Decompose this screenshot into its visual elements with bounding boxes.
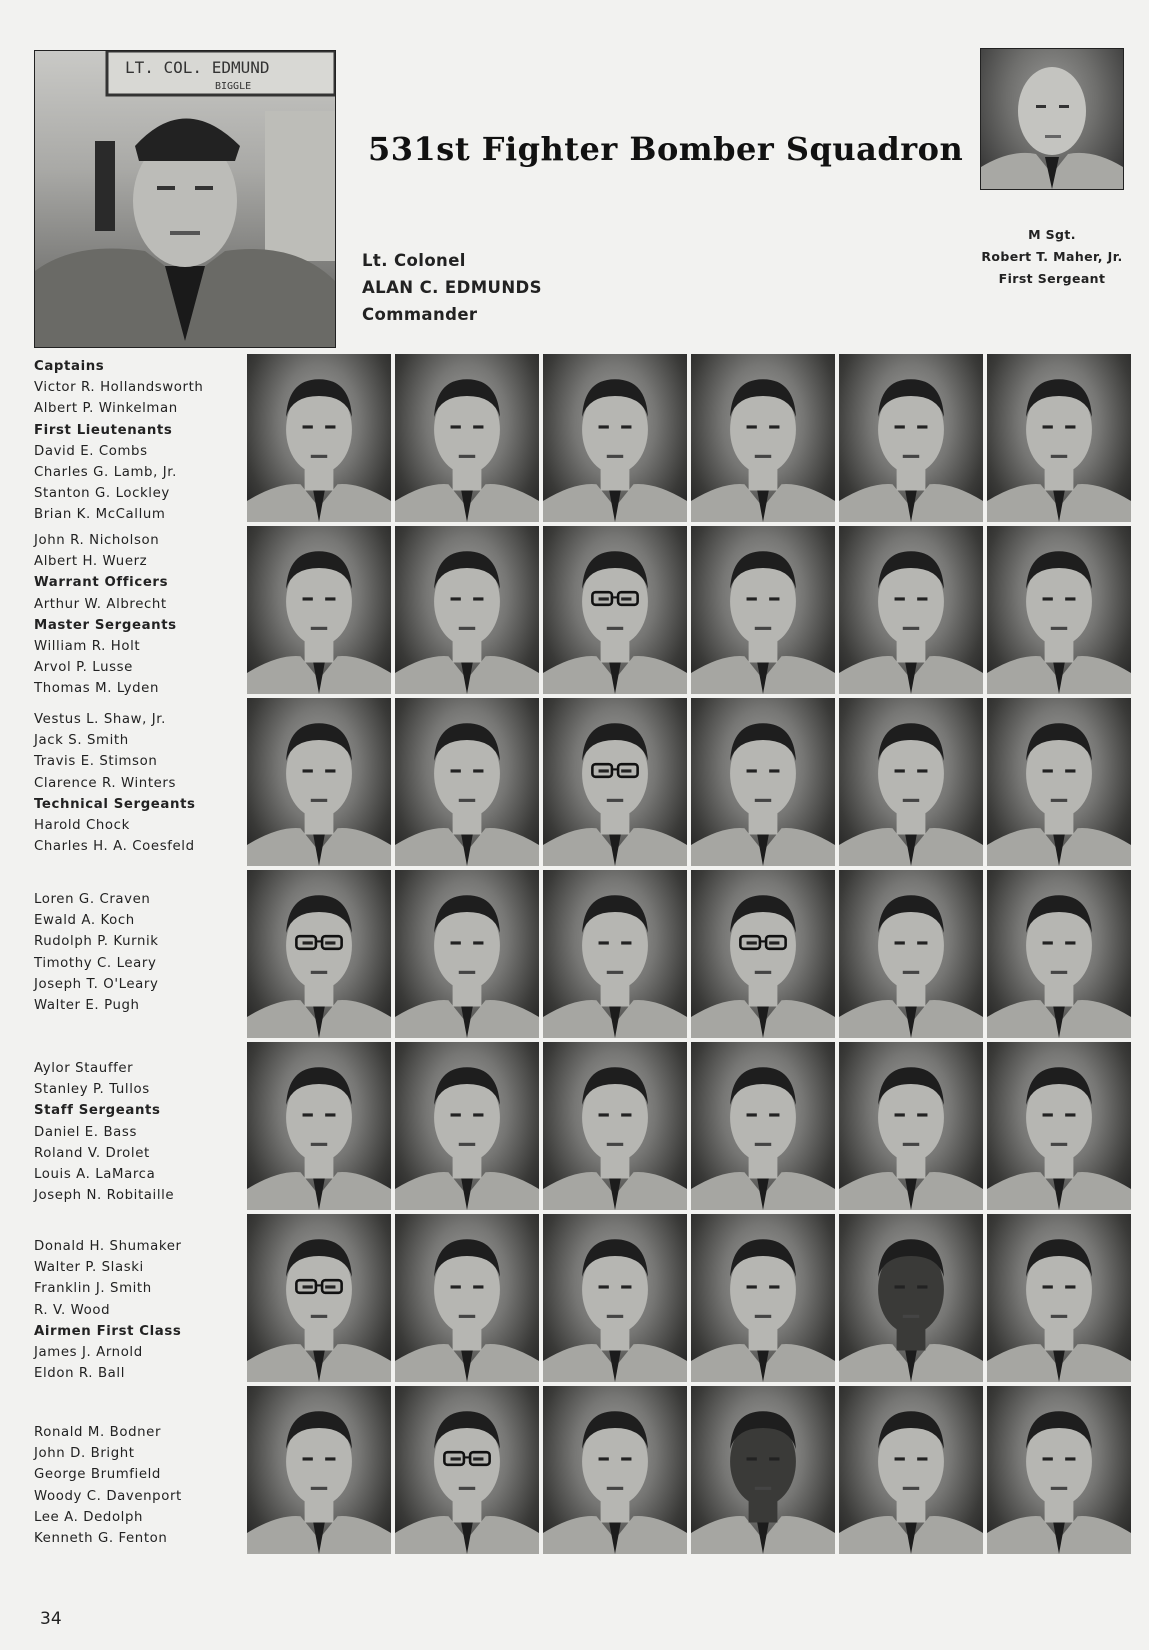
commander-sign-line2: BIGGLE xyxy=(215,81,252,92)
portrait-image xyxy=(691,354,835,522)
commander-caption xyxy=(362,247,542,328)
portrait-image xyxy=(987,698,1131,866)
portrait-r2-c4 xyxy=(691,526,835,694)
portrait-image xyxy=(987,1042,1131,1210)
portrait-image xyxy=(987,1214,1131,1382)
portrait-r2-c5 xyxy=(839,526,983,694)
commander-sign-line1: LT. COL. EDMUND xyxy=(125,58,270,77)
portrait-image xyxy=(987,526,1131,694)
portrait-image xyxy=(247,526,391,694)
portrait-r4-c5 xyxy=(839,870,983,1038)
portrait-r5-c3 xyxy=(543,1042,687,1210)
member-name: James J. Arnold xyxy=(34,1345,143,1361)
portrait-r4-c2 xyxy=(395,870,539,1038)
member-name: Travis E. Stimson xyxy=(34,754,158,770)
portrait-r1-c5 xyxy=(839,354,983,522)
member-name: Kenneth G. Fenton xyxy=(34,1531,168,1547)
portrait-image xyxy=(691,698,835,866)
portrait-r2-c6 xyxy=(987,526,1131,694)
rank-heading: Warrant Officers xyxy=(34,575,169,591)
member-name: R. V. Wood xyxy=(34,1302,111,1318)
portrait-r6-c4 xyxy=(691,1214,835,1382)
portrait-r7-c5 xyxy=(839,1386,983,1554)
portrait-r5-c2 xyxy=(395,1042,539,1210)
member-name: Loren G. Craven xyxy=(34,892,151,907)
roster-block xyxy=(34,530,244,700)
portrait-image xyxy=(247,870,391,1038)
rank-heading: Staff Sergeants xyxy=(34,1103,161,1119)
portrait-r1-c4 xyxy=(691,354,835,522)
portrait-image xyxy=(987,870,1131,1038)
portrait-r6-c6 xyxy=(987,1214,1131,1382)
roster-block xyxy=(34,356,244,526)
portrait-r3-c4 xyxy=(691,698,835,866)
commander-portrait xyxy=(34,50,336,348)
portrait-image xyxy=(247,1042,391,1210)
portrait-image xyxy=(543,1214,687,1382)
page-title: 531st Fighter Bomber Squadron xyxy=(368,130,964,168)
portrait-image xyxy=(543,526,687,694)
portrait-r5-c5 xyxy=(839,1042,983,1210)
portrait-r3-c1 xyxy=(247,698,391,866)
member-name: Donald H. Shumaker xyxy=(34,1239,182,1254)
member-name: William R. Holt xyxy=(34,639,141,655)
portrait-image xyxy=(987,1386,1131,1554)
commander-portrait-image xyxy=(35,51,335,347)
member-name: Louis A. LaMarca xyxy=(34,1167,156,1183)
member-name: Arvol P. Lusse xyxy=(34,660,133,676)
portrait-image xyxy=(691,526,835,694)
portrait-r1-c3 xyxy=(543,354,687,522)
member-name: Clarence R. Winters xyxy=(34,775,177,791)
portrait-image xyxy=(839,1042,983,1210)
portrait-image xyxy=(395,1042,539,1210)
member-name: Vestus L. Shaw, Jr. xyxy=(34,712,166,727)
portrait-r3-c2 xyxy=(395,698,539,866)
rank-heading: First Lieutenants xyxy=(34,422,173,438)
portrait-image xyxy=(395,698,539,866)
rank-heading: Airmen First Class xyxy=(34,1323,182,1339)
portrait-r1-c2 xyxy=(395,354,539,522)
commander-role: Commander xyxy=(362,305,478,324)
rank-heading: Captains xyxy=(34,359,105,374)
member-name: Joseph T. O'Leary xyxy=(34,976,159,992)
first-sergeant-caption xyxy=(960,224,1144,290)
member-name: Jack S. Smith xyxy=(34,733,129,749)
member-name: Victor R. Hollandsworth xyxy=(34,380,204,396)
first-sergeant-name: Robert T. Maher, Jr. xyxy=(981,249,1123,264)
member-name: Timothy C. Leary xyxy=(34,955,157,971)
portrait-image xyxy=(691,870,835,1038)
portrait-r2-c2 xyxy=(395,526,539,694)
portrait-image xyxy=(247,354,391,522)
roster-block xyxy=(34,1236,244,1384)
portrait-r7-c6 xyxy=(987,1386,1131,1554)
portrait-image xyxy=(691,1386,835,1554)
portrait-r6-c5 xyxy=(839,1214,983,1382)
portrait-image xyxy=(247,1214,391,1382)
member-name: Daniel E. Bass xyxy=(34,1124,137,1140)
member-name: Charles G. Lamb, Jr. xyxy=(34,465,177,481)
roster-block xyxy=(34,889,244,1016)
first-sergeant-role: First Sergeant xyxy=(998,271,1106,286)
portrait-r7-c2 xyxy=(395,1386,539,1554)
member-name: Thomas M. Lyden xyxy=(34,681,159,697)
member-name: George Brumfield xyxy=(34,1467,161,1483)
member-name: David E. Combs xyxy=(34,443,148,459)
portrait-r2-c1 xyxy=(247,526,391,694)
portrait-image xyxy=(247,698,391,866)
portrait-image xyxy=(543,1042,687,1210)
portrait-image xyxy=(839,526,983,694)
portrait-r2-c3 xyxy=(543,526,687,694)
first-sergeant-portrait-image xyxy=(981,49,1123,189)
portrait-image xyxy=(691,1214,835,1382)
portrait-image xyxy=(691,1042,835,1210)
portrait-image xyxy=(395,354,539,522)
member-name: Arthur W. Albrecht xyxy=(34,596,167,612)
first-sergeant-portrait xyxy=(980,48,1124,190)
portrait-r7-c1 xyxy=(247,1386,391,1554)
member-name: Albert H. Wuerz xyxy=(34,554,148,570)
portrait-r3-c5 xyxy=(839,698,983,866)
portrait-r6-c1 xyxy=(247,1214,391,1382)
portrait-image xyxy=(543,698,687,866)
portrait-image xyxy=(395,870,539,1038)
commander-rank: Lt. Colonel xyxy=(362,251,466,270)
member-name: Roland V. Drolet xyxy=(34,1145,150,1161)
portrait-r4-c4 xyxy=(691,870,835,1038)
member-name: Stanton G. Lockley xyxy=(34,486,170,502)
portrait-r5-c4 xyxy=(691,1042,835,1210)
portrait-r6-c2 xyxy=(395,1214,539,1382)
member-name: Woody C. Davenport xyxy=(34,1488,182,1504)
page-number: 34 xyxy=(40,1609,62,1629)
portrait-image xyxy=(987,354,1131,522)
member-name: Walter E. Pugh xyxy=(34,998,140,1014)
portrait-r1-c6 xyxy=(987,354,1131,522)
member-name: Franklin J. Smith xyxy=(34,1281,152,1297)
member-name: Charles H. A. Coesfeld xyxy=(34,839,195,855)
commander-name: ALAN C. EDMUNDS xyxy=(362,278,542,297)
portrait-r4-c1 xyxy=(247,870,391,1038)
portrait-image xyxy=(395,526,539,694)
member-name: Walter P. Slaski xyxy=(34,1260,144,1276)
member-name: Aylor Stauffer xyxy=(34,1061,134,1076)
member-name: John R. Nicholson xyxy=(34,533,160,548)
member-name: Stanley P. Tullos xyxy=(34,1082,150,1098)
portrait-image xyxy=(543,870,687,1038)
portrait-r7-c4 xyxy=(691,1386,835,1554)
portrait-r3-c6 xyxy=(987,698,1131,866)
portrait-r5-c1 xyxy=(247,1042,391,1210)
portrait-image xyxy=(839,698,983,866)
portrait-image xyxy=(543,354,687,522)
member-name: Ronald M. Bodner xyxy=(34,1425,162,1440)
portrait-image xyxy=(839,1386,983,1554)
member-name: Rudolph P. Kurnik xyxy=(34,934,159,950)
roster-block xyxy=(34,1058,244,1206)
first-sergeant-rank: M Sgt. xyxy=(1028,227,1076,242)
portrait-r3-c3 xyxy=(543,698,687,866)
portrait-image xyxy=(395,1214,539,1382)
member-name: Joseph N. Robitaille xyxy=(34,1188,175,1204)
portrait-r5-c6 xyxy=(987,1042,1131,1210)
member-name: Albert P. Winkelman xyxy=(34,401,178,417)
portrait-image xyxy=(395,1386,539,1554)
portrait-image xyxy=(247,1386,391,1554)
portrait-r6-c3 xyxy=(543,1214,687,1382)
portrait-image xyxy=(839,870,983,1038)
member-name: Ewald A. Koch xyxy=(34,913,135,929)
rank-heading: Technical Sergeants xyxy=(34,796,196,812)
portrait-image xyxy=(839,354,983,522)
portrait-grid xyxy=(247,354,1131,1554)
portrait-r1-c1 xyxy=(247,354,391,522)
member-name: Lee A. Dedolph xyxy=(34,1509,144,1525)
member-name: John D. Bright xyxy=(34,1446,135,1462)
portrait-r4-c3 xyxy=(543,870,687,1038)
rank-heading: Master Sergeants xyxy=(34,617,177,633)
portrait-image xyxy=(839,1214,983,1382)
portrait-r4-c6 xyxy=(987,870,1131,1038)
portrait-image xyxy=(543,1386,687,1554)
roster-block xyxy=(34,709,244,857)
member-name: Eldon R. Ball xyxy=(34,1366,126,1382)
roster-block xyxy=(34,1422,244,1549)
member-name: Harold Chock xyxy=(34,818,130,834)
member-name: Brian K. McCallum xyxy=(34,507,166,523)
portrait-r7-c3 xyxy=(543,1386,687,1554)
